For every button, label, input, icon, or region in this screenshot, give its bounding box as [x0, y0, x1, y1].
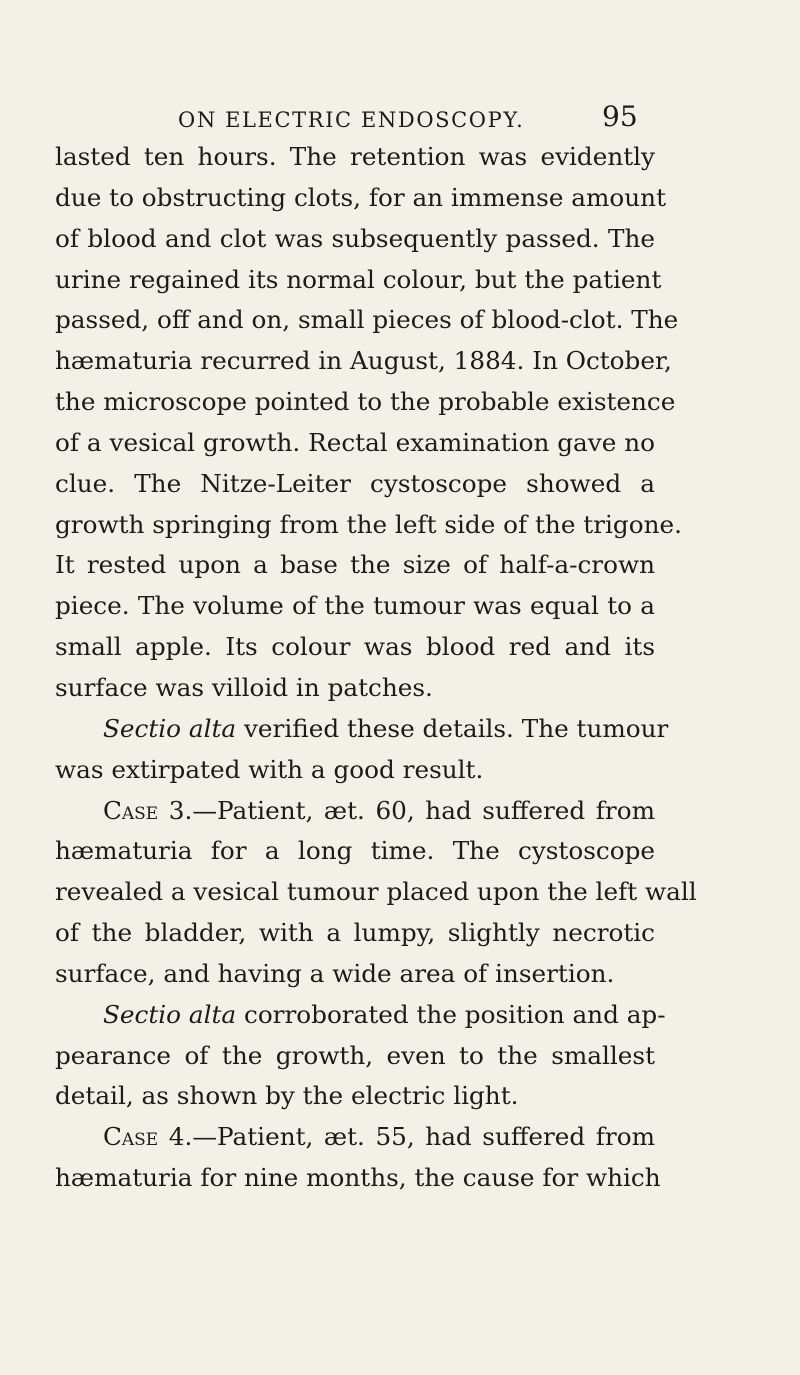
paragraph-end-line: was extirpated with a good result. — [55, 754, 484, 784]
case-heading-line: Case 3.—Patient, æt. 60, had suffered from — [103, 795, 655, 825]
text-line: clue. The Nitze-Leiter cystoscope showed a — [55, 468, 655, 498]
text-line: small apple. Its colour was blood red and its — [55, 632, 655, 662]
italic-term: Sectio alta — [103, 999, 237, 1029]
text-line: hæmaturia for nine months, the cause for which — [55, 1163, 661, 1193]
text-line: of the bladder, with a lumpy, slightly necrotic — [55, 918, 655, 948]
paragraph-start-line: Sectio alta corroborated the position and ap- — [103, 999, 666, 1029]
text-line: of blood and clot was subsequently passed. The — [55, 223, 655, 253]
text-line: It rested upon a base the size of half-a-crown — [55, 550, 655, 580]
text-line: hæmaturia for a long time. The cystoscope — [55, 836, 655, 866]
text-line: the microscope pointed to the probable existence — [55, 387, 676, 417]
text-line: growth springing from the left side of the trigone. — [55, 509, 682, 539]
italic-term: Sectio alta — [103, 713, 237, 743]
text-line: urine regained its normal colour, but the patient — [55, 264, 662, 294]
case-heading-line: Case 4.—Patient, æt. 55, had suffered from — [103, 1122, 655, 1152]
paragraph-end-line: surface was villoid in patches. — [55, 672, 433, 702]
case-label: Case — [103, 795, 159, 825]
paragraph-start-line: Sectio alta verified these details. The tumour — [103, 713, 669, 743]
text-line: passed, off and on, small pieces of blood-clot. The — [55, 305, 679, 335]
case-label: Case — [103, 1122, 159, 1152]
text-line: of a vesical growth. Rectal examination gave no — [55, 427, 655, 457]
paragraph-end-line: surface, and having a wide area of insertion. — [55, 958, 615, 988]
text-line: lasted ten hours. The retention was evidently — [55, 142, 655, 171]
body-text — [55, 137, 697, 1199]
page-number: 95 — [602, 100, 638, 133]
text-line: piece. The volume of the tumour was equal to a — [55, 591, 655, 621]
text-line: hæmaturia recurred in August, 1884. In October, — [55, 346, 672, 376]
text-line: pearance of the growth, even to the smallest — [55, 1040, 655, 1070]
paragraph-end-line: detail, as shown by the electric light. — [55, 1081, 519, 1111]
text-line: due to obstructing clots, for an immense amount — [55, 182, 666, 212]
running-title: ON ELECTRIC ENDOSCOPY. — [178, 108, 525, 132]
text-line: revealed a vesical tumour placed upon the left wall — [55, 877, 697, 907]
